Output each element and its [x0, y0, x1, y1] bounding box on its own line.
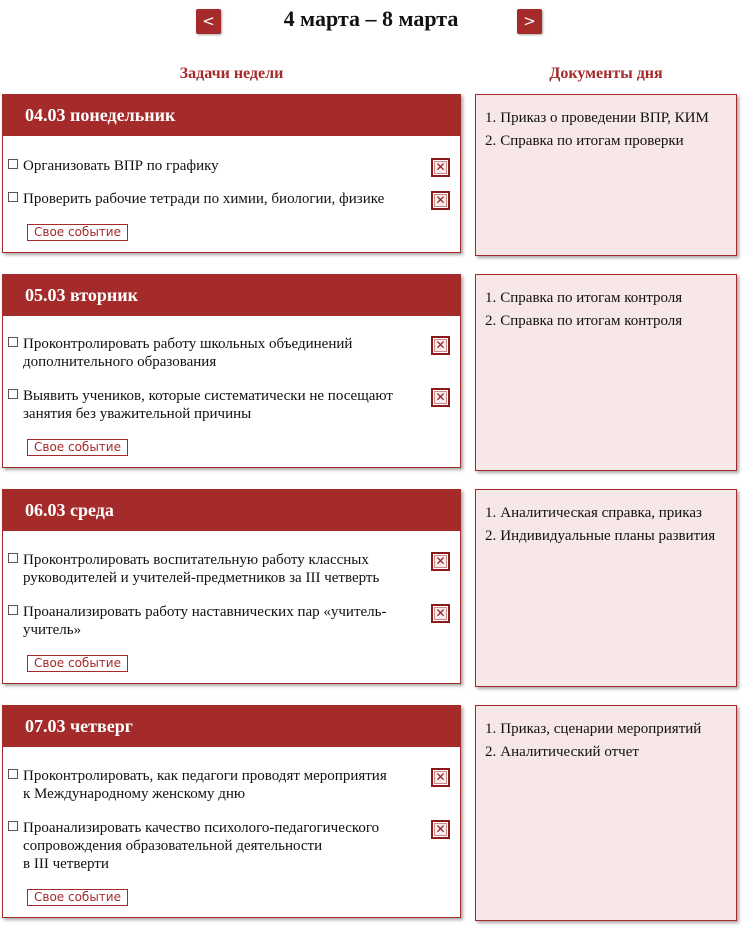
day-title: 07.03 четверг: [3, 706, 460, 747]
delete-icon[interactable]: [431, 191, 450, 210]
task-text: Проконтролировать, как педагоги проводят мероприятия: [23, 768, 387, 784]
delete-icon[interactable]: [431, 158, 450, 177]
docs-card-monday: [475, 94, 737, 256]
task-item: [3, 551, 460, 587]
docs-column-header: Документы дня: [549, 65, 663, 82]
docs-card-wednesday: [475, 489, 737, 687]
own-event-button[interactable]: Свое событие: [27, 889, 128, 906]
task-item: [3, 387, 460, 423]
tasks-column-header: Задачи недели: [179, 65, 284, 82]
delete-icon[interactable]: [431, 336, 450, 355]
task-checkbox[interactable]: [8, 389, 18, 399]
day-card-tuesday: [2, 274, 461, 468]
delete-icon[interactable]: [431, 820, 450, 839]
day-card-wednesday: [2, 489, 461, 684]
task-text-cont: занятия без уважительной причины: [23, 406, 252, 422]
task-text: Организовать ВПР по графику: [23, 158, 219, 174]
docs-card-tuesday: [475, 274, 737, 471]
task-checkbox[interactable]: [8, 605, 18, 615]
day-card-thursday: [2, 705, 461, 918]
own-event-button[interactable]: Свое событие: [27, 439, 128, 456]
task-text: Проанализировать качество психолого-педагогического: [23, 820, 380, 836]
task-checkbox[interactable]: [8, 821, 18, 831]
doc-link[interactable]: 1. Приказ о проведении ВПР, КИМ: [485, 110, 709, 126]
task-text-cont: к Международному женскому дню: [23, 786, 246, 802]
doc-link[interactable]: 2. Аналитический отчет: [485, 744, 639, 760]
task-text: Проконтролировать работу школьных объединений: [23, 336, 353, 352]
delete-icon[interactable]: [431, 552, 450, 571]
task-checkbox[interactable]: [8, 769, 18, 779]
task-text-cont: в III четверти: [23, 856, 109, 872]
doc-link[interactable]: 1. Приказ, сценарии мероприятий: [485, 721, 702, 737]
task-text: Проанализировать работу наставнических пар «учитель-: [23, 604, 387, 620]
task-checkbox[interactable]: [8, 553, 18, 563]
task-item: [3, 603, 460, 639]
task-item: [3, 819, 460, 873]
doc-link[interactable]: 2. Справка по итогам проверки: [485, 133, 684, 149]
task-checkbox[interactable]: [8, 337, 18, 347]
task-item: [3, 190, 460, 208]
prev-week-button[interactable]: <: [196, 9, 221, 34]
task-checkbox[interactable]: [8, 159, 18, 169]
task-item: [3, 335, 460, 371]
next-week-button[interactable]: >: [517, 9, 542, 34]
doc-link[interactable]: 2. Справка по итогам контроля: [485, 313, 683, 329]
task-checkbox[interactable]: [8, 192, 18, 202]
day-card-monday: [2, 94, 461, 253]
delete-icon[interactable]: [431, 388, 450, 407]
task-text: Проверить рабочие тетради по химии, биологии, физике: [23, 191, 385, 207]
delete-icon[interactable]: [431, 768, 450, 787]
doc-link[interactable]: 1. Аналитическая справка, приказ: [485, 505, 702, 521]
day-title: 06.03 среда: [3, 490, 460, 531]
task-text-cont: учитель»: [23, 622, 82, 638]
docs-card-thursday: [475, 705, 737, 921]
task-text-cont: дополнительного образования: [23, 354, 217, 370]
own-event-button[interactable]: Свое событие: [27, 224, 128, 241]
doc-link[interactable]: 2. Индивидуальные планы развития: [485, 528, 716, 544]
doc-link[interactable]: 1. Справка по итогам контроля: [485, 290, 683, 306]
delete-icon[interactable]: [431, 604, 450, 623]
task-text-cont: сопровождения образовательной деятельности: [23, 838, 323, 854]
week-title: 4 марта – 8 марта: [283, 6, 459, 31]
own-event-button[interactable]: Свое событие: [27, 655, 128, 672]
task-text: Проконтролировать воспитательную работу классных: [23, 552, 369, 568]
day-title: 05.03 вторник: [3, 275, 460, 316]
task-item: [3, 767, 460, 803]
task-item: [3, 157, 460, 175]
day-title: 04.03 понедельник: [3, 95, 460, 136]
task-text-cont: руководителей и учителей-предметников за III четверть: [23, 570, 380, 586]
task-text: Выявить учеников, которые систематически не посещают: [23, 388, 393, 404]
